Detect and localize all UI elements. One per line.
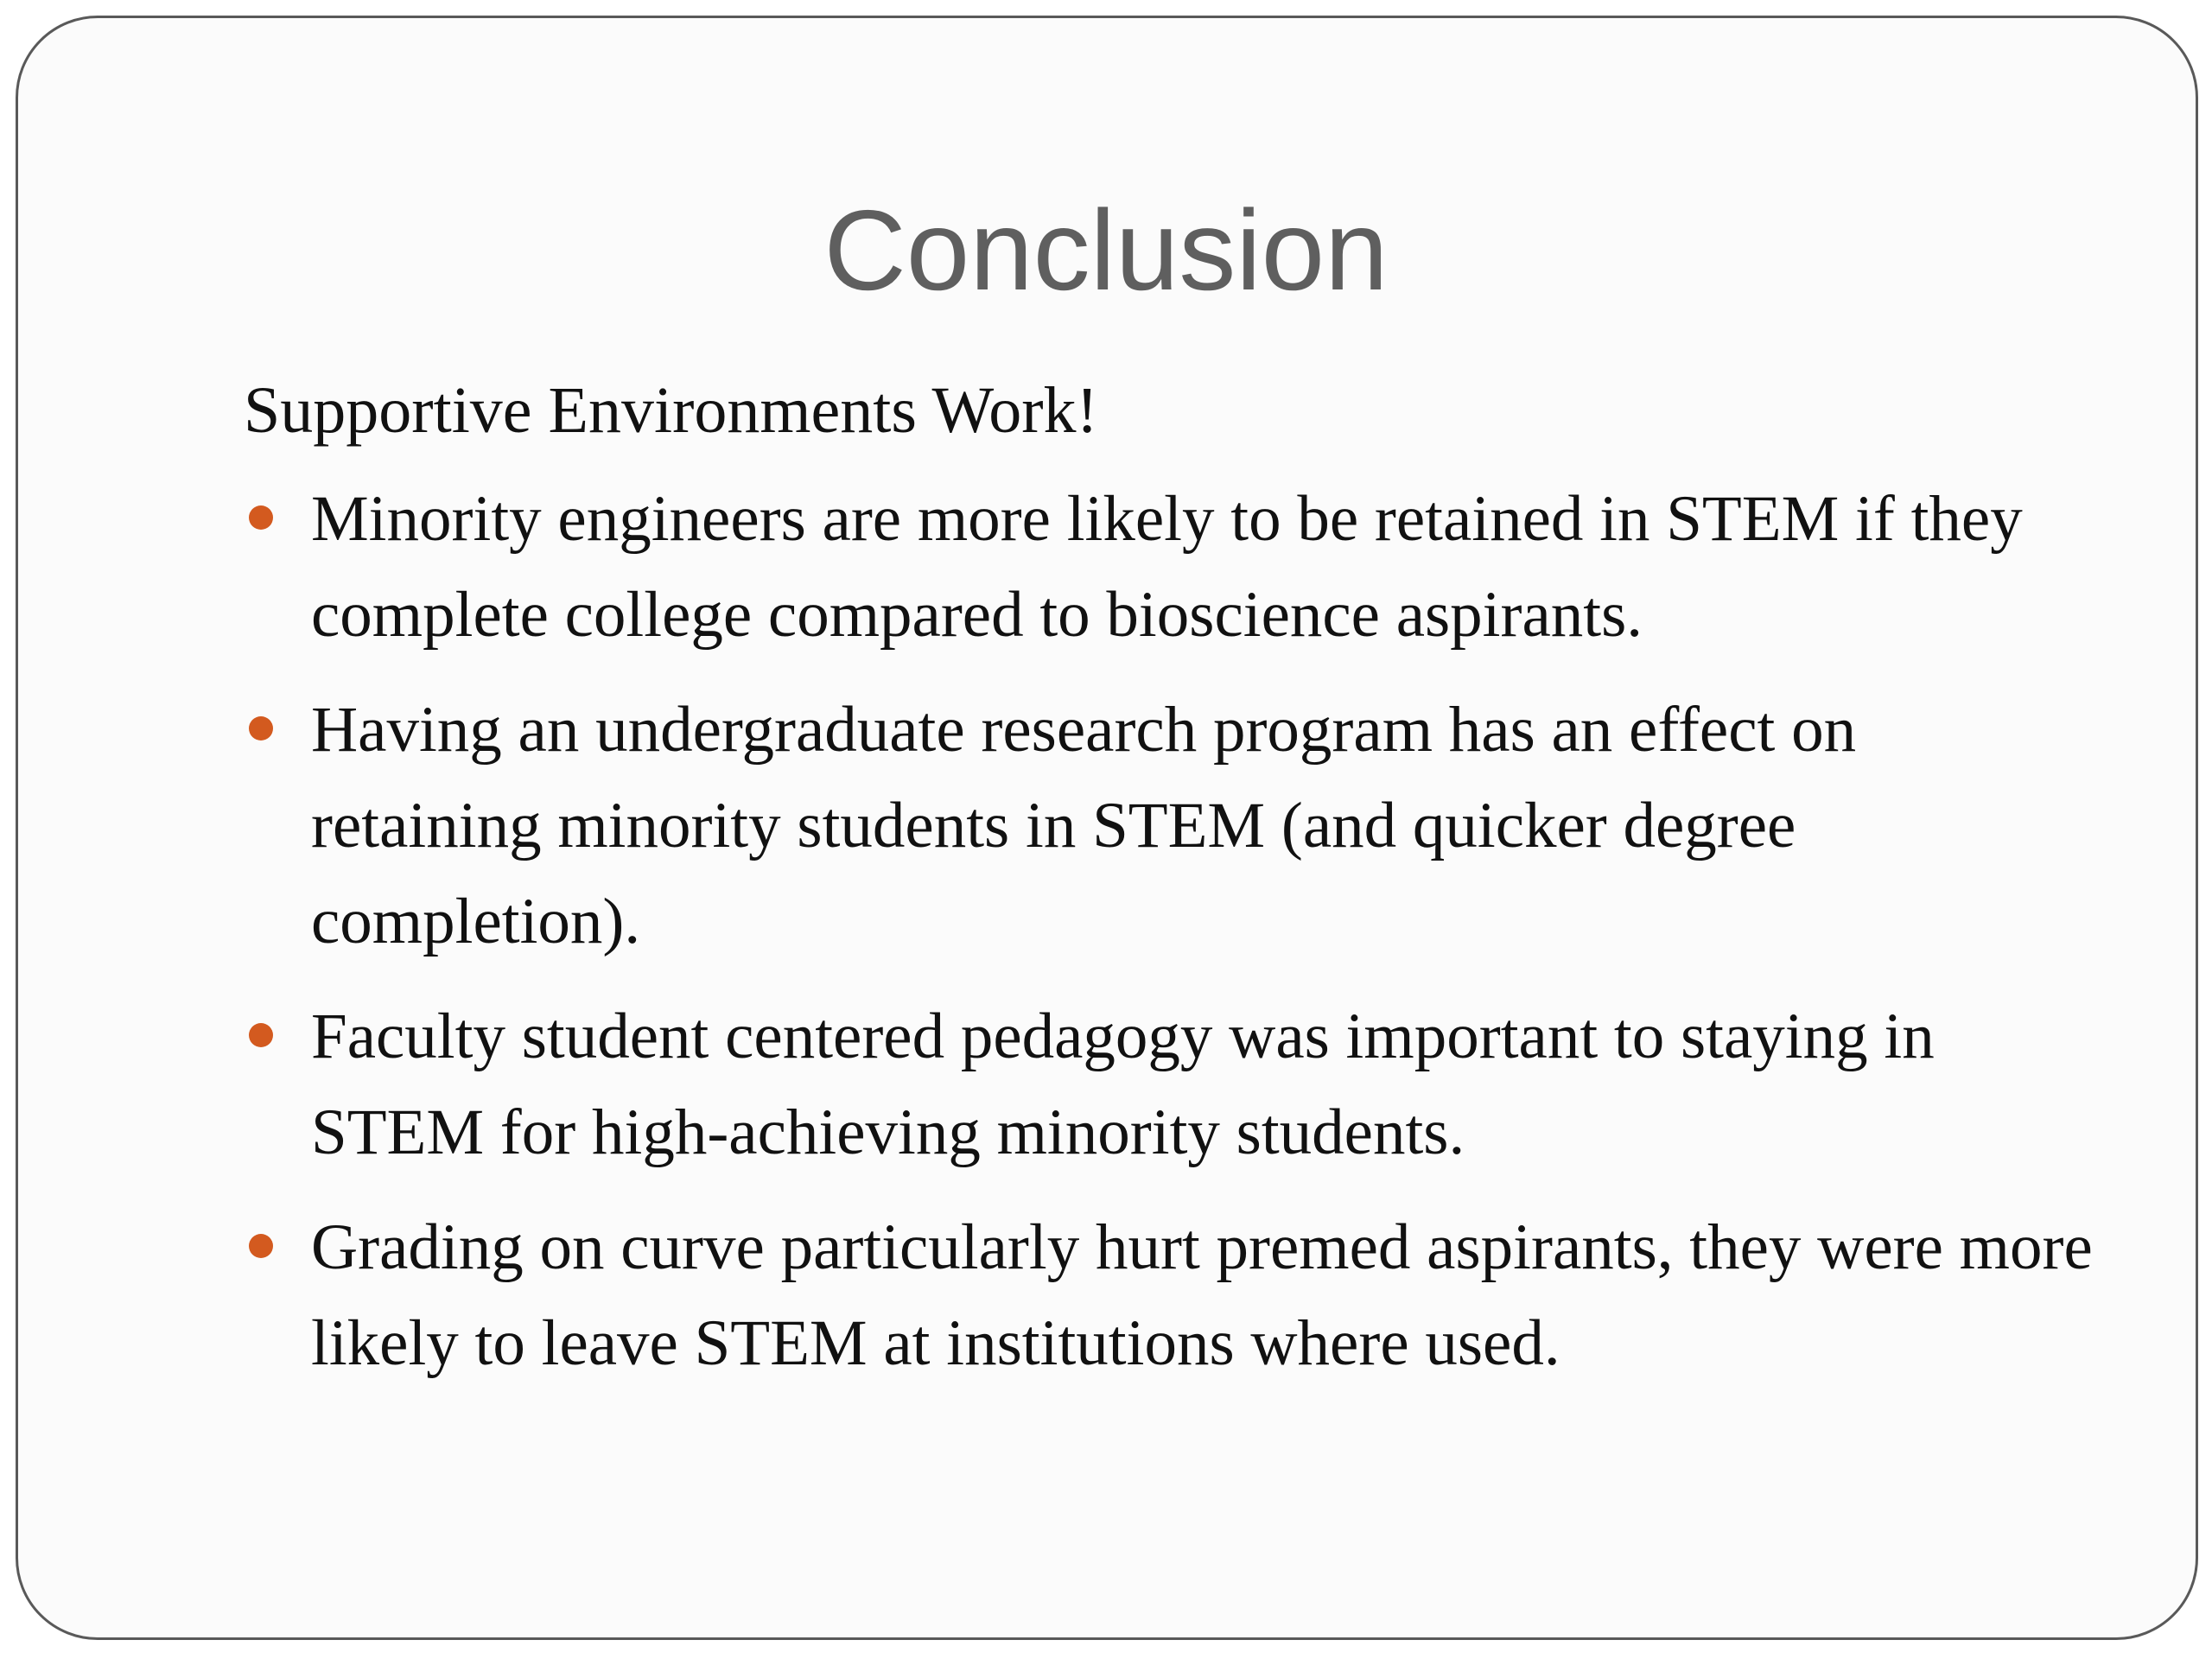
bullet-text: Minority engineers are more likely to be retained in STEM if they complete college compared to bioscience aspirants. [311, 483, 2023, 651]
bullet-item [244, 988, 2093, 1180]
slide-title: Conclusion [823, 187, 1389, 314]
bullet-dot-icon [249, 505, 273, 530]
bullet-dot-icon [249, 1234, 273, 1258]
bullet-text: Having an undergraduate research program has an effect on retaining minority students in STEM (and quicker degree completion). [311, 694, 1857, 957]
bullet-text: Grading on curve particularly hurt premed aspirants, they were more likely to leave STEM at institutions where used. [311, 1211, 2093, 1379]
bullet-item [244, 682, 2093, 969]
bullet-dot-icon [249, 716, 273, 741]
bullet-dot-icon [249, 1023, 273, 1047]
bullet-item [244, 1199, 2093, 1391]
bullet-text: Faculty student centered pedagogy was important to staying in STEM for high-achieving minority students. [311, 1001, 1935, 1168]
bullet-item [244, 471, 2093, 663]
slide-subheading: Supportive Environments Work! [244, 374, 1098, 447]
bullet-list [244, 471, 2093, 1410]
